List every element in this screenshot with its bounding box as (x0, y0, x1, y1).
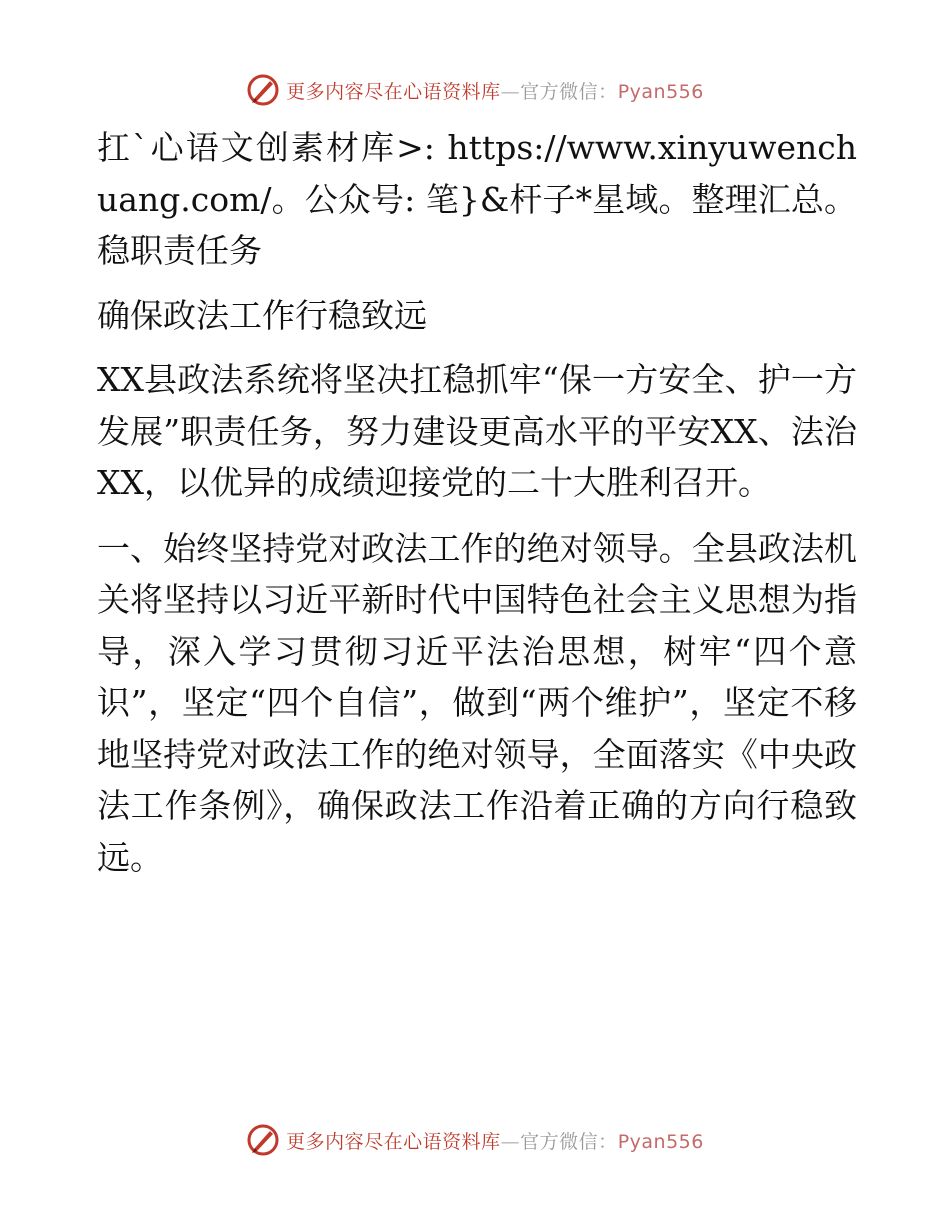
paragraph-heading: 确保政法工作行稳致远 (97, 295, 427, 335)
header-watermark (0, 70, 950, 110)
watermark-main: 更多内容尽在心语资料库 (286, 80, 501, 103)
watermark-label: 官方微信： (520, 1130, 618, 1153)
quill-logo-icon (246, 1123, 280, 1157)
paragraph-source-note: 扛`心语文创素材库>: https://www.xinyuwenchuang.com/。公众号: 笔}&杆子*星域。整理汇总。稳职责任务 (97, 128, 857, 270)
footer-watermark (0, 1120, 950, 1160)
paragraph-section-one: 一、始终坚持党对政法工作的绝对领导。全县政法机关将坚持以习近平新时代中国特色社会主义思想为指导，深入学习贯彻习近平法治思想，树牢“四个意识”，坚定“四个自信”，做到“两个维护”，坚定不移地坚持党对政法工作的绝对领导，全面落实《中央政法工作条例》，确保政法工作沿着正确的方向行稳致远。 (97, 528, 857, 877)
watermark-sep: — (500, 80, 521, 103)
watermark-sep: — (500, 1130, 521, 1153)
paragraph-intro: XX县政法系统将坚决扛稳抓牢“保一方安全、护一方发展”职责任务，努力建设更高水平的平安XX、法治XX，以优异的成绩迎接党的二十大胜利召开。 (97, 360, 857, 502)
watermark-account: Pyan556 (617, 1130, 704, 1153)
watermark-label: 官方微信： (520, 80, 618, 103)
document-body (97, 120, 857, 883)
quill-logo-icon (246, 73, 280, 107)
watermark-text (286, 77, 704, 104)
watermark-main: 更多内容尽在心语资料库 (286, 1130, 501, 1153)
watermark-account: Pyan556 (617, 80, 704, 103)
watermark-text (286, 1127, 704, 1154)
